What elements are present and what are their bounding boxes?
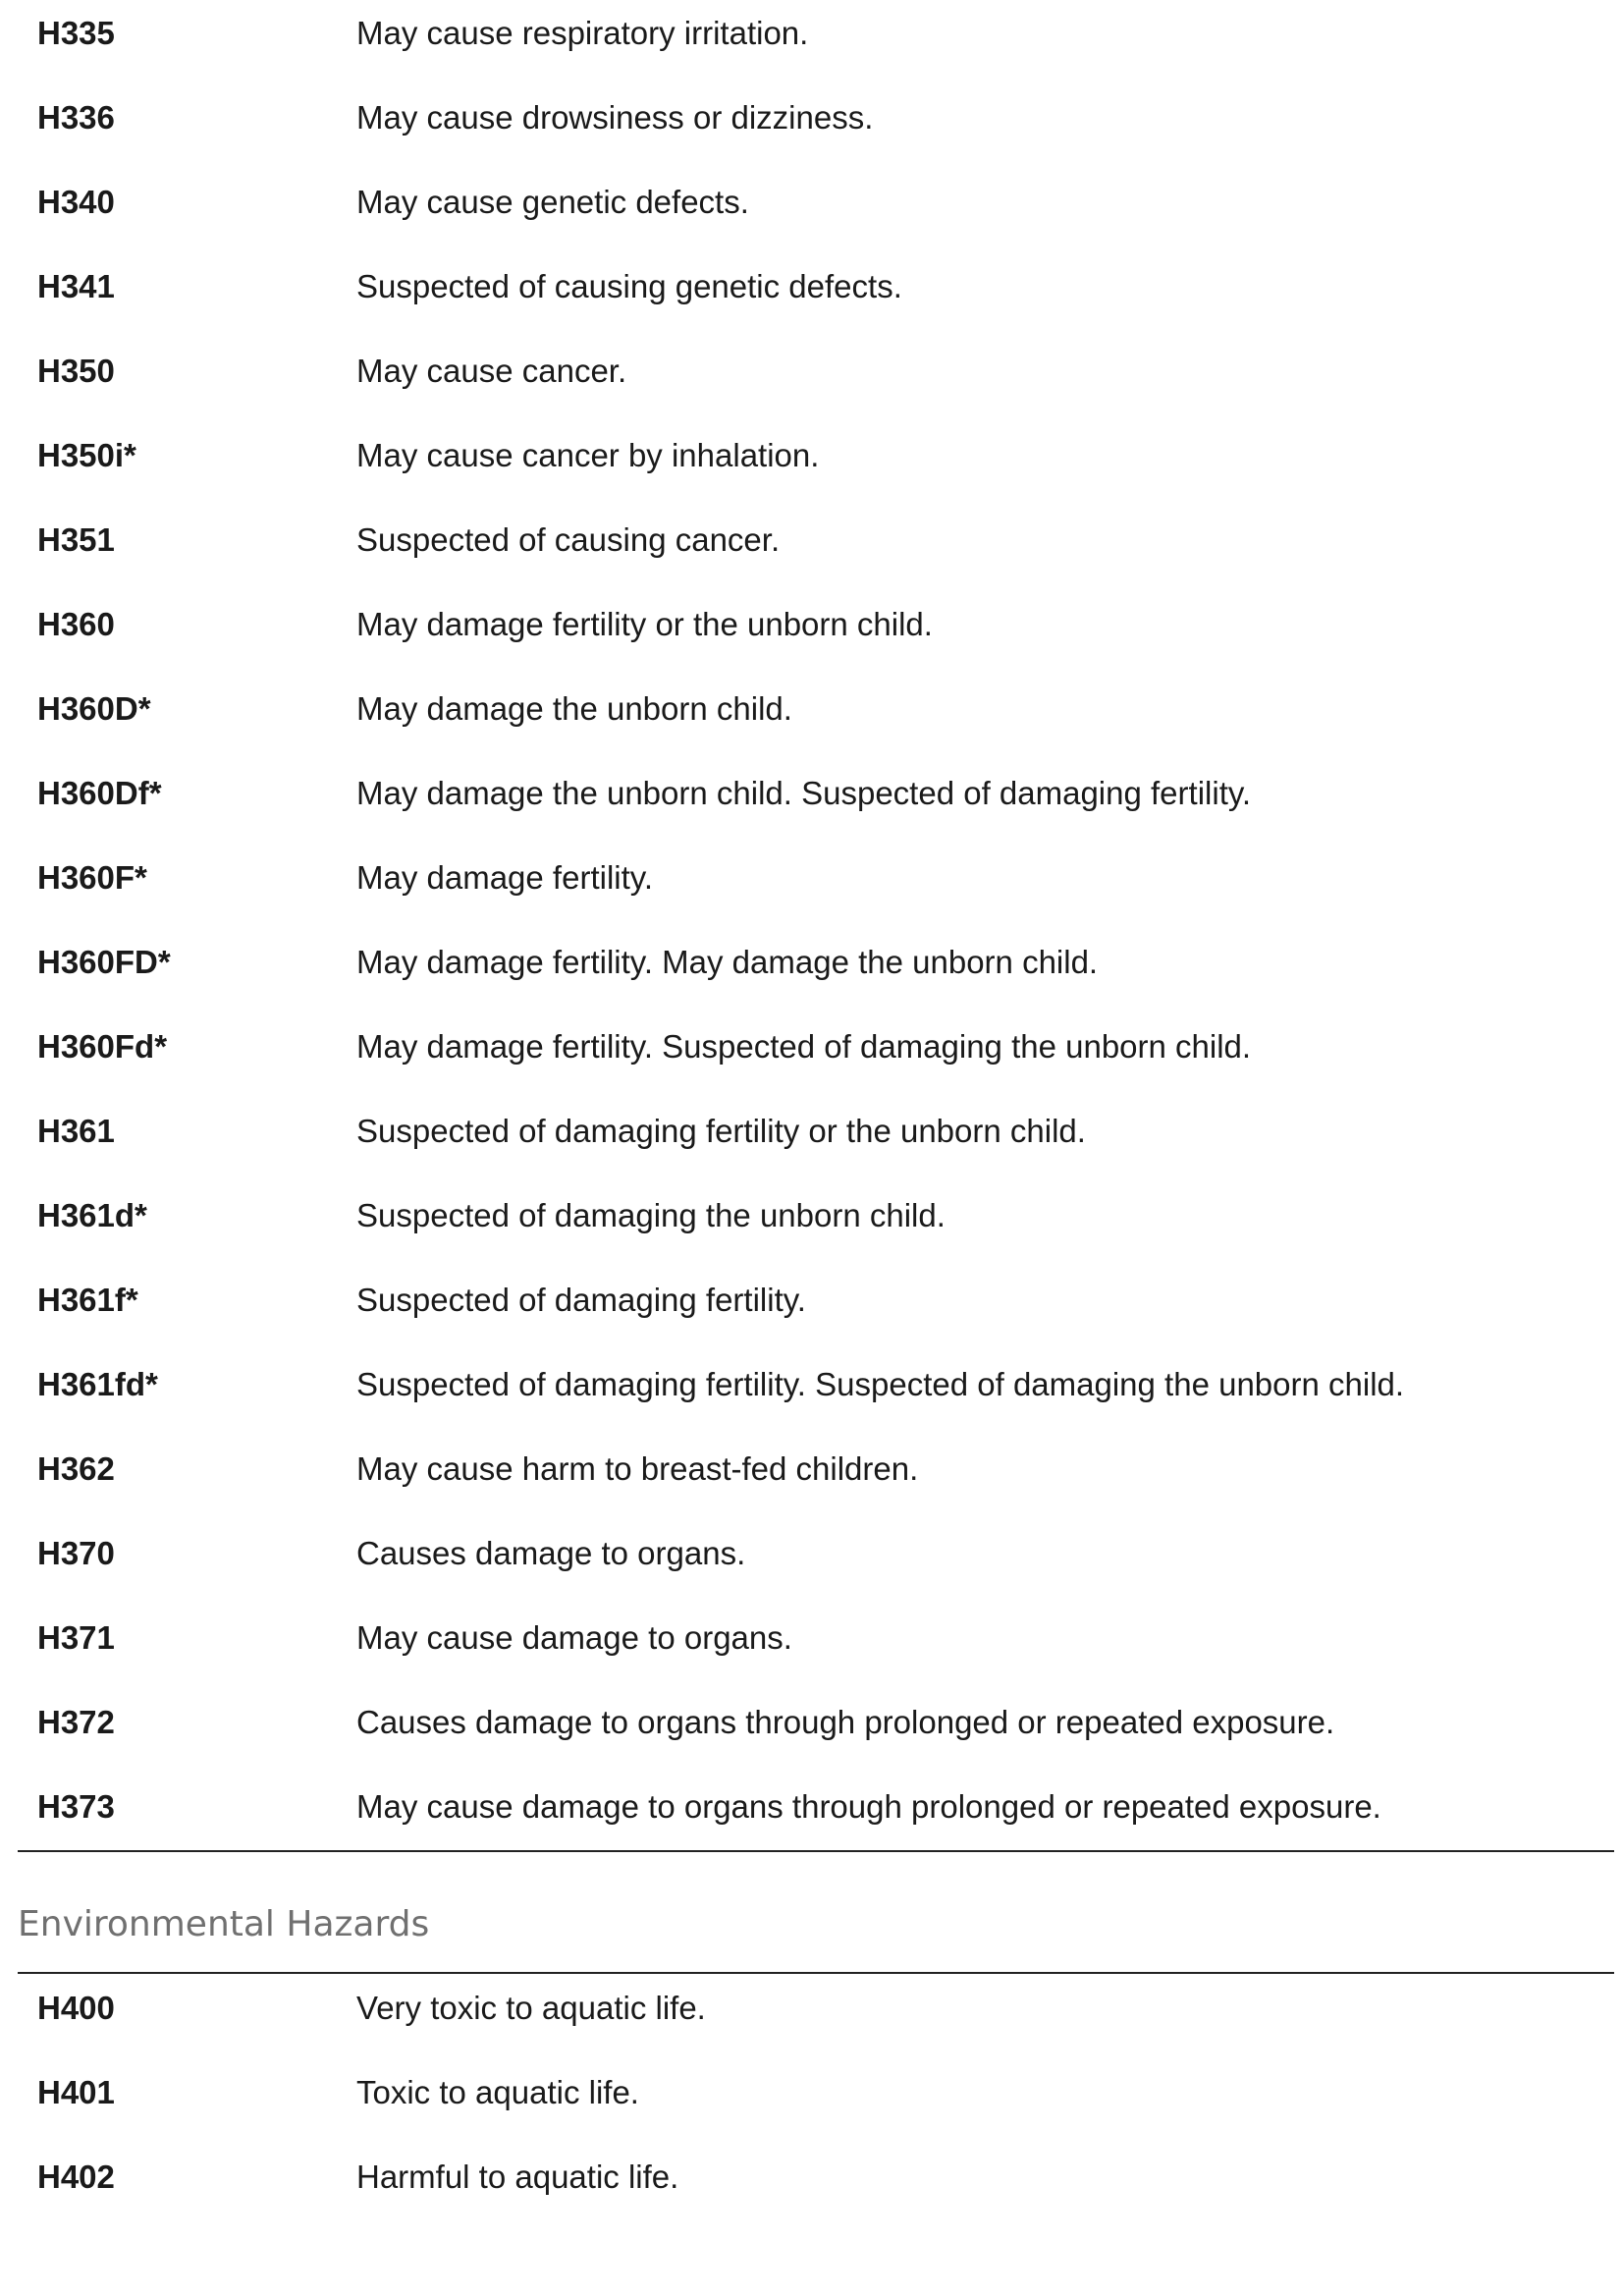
hazard-description: Toxic to aquatic life. — [356, 2074, 639, 2110]
hazard-code: H370 — [37, 1535, 115, 1571]
hazard-code: H360Fd* — [37, 1028, 168, 1065]
hazard-code: H360FD* — [37, 944, 171, 980]
table-row — [18, 2144, 1614, 2228]
section-heading: Environmental Hazards — [18, 1904, 430, 1944]
table-row — [18, 1351, 1614, 1436]
hazard-code: H361f* — [37, 1282, 138, 1318]
hazard-description: Suspected of damaging fertility. Suspected of damaging the unborn child. — [356, 1366, 1405, 1402]
hazard-code: H400 — [37, 1990, 115, 2026]
table-row — [18, 169, 1614, 253]
table-row — [18, 1520, 1614, 1605]
hazard-description: May damage fertility. — [356, 859, 653, 896]
hazard-code: H362 — [37, 1450, 115, 1487]
table-divider — [18, 1850, 1614, 1852]
table-row — [18, 591, 1614, 676]
table-row — [18, 1605, 1614, 1689]
hazard-description: Suspected of causing cancer. — [356, 521, 781, 558]
table-row — [18, 1975, 1614, 2059]
hazard-description: May damage the unborn child. — [356, 690, 792, 727]
hazard-description: Suspected of causing genetic defects. — [356, 268, 902, 304]
table-row — [18, 760, 1614, 845]
hazard-description: Causes damage to organs through prolonged or repeated exposure. — [356, 1704, 1335, 1740]
hazard-description: May cause harm to breast-fed children. — [356, 1450, 919, 1487]
hazard-description: Harmful to aquatic life. — [356, 2159, 679, 2195]
hazard-code: H351 — [37, 521, 115, 558]
hazard-description: Causes damage to organs. — [356, 1535, 746, 1571]
table-row — [18, 1098, 1614, 1182]
table-row — [18, 845, 1614, 929]
hazard-code: H361 — [37, 1113, 115, 1149]
hazard-description: May cause cancer by inhalation. — [356, 437, 820, 473]
hazard-code: H372 — [37, 1704, 115, 1740]
environmental-hazards-table — [18, 1975, 1614, 2228]
table-row — [18, 1689, 1614, 1774]
hazard-code: H401 — [37, 2074, 115, 2110]
hazard-description: Suspected of damaging the unborn child. — [356, 1197, 946, 1233]
hazard-description: May damage fertility or the unborn child. — [356, 606, 933, 642]
table-row — [18, 0, 1614, 84]
hazard-description: May damage the unborn child. Suspected of damaging fertility. — [356, 775, 1252, 811]
table-row — [18, 1013, 1614, 1098]
table-row — [18, 2059, 1614, 2144]
hazard-code: H373 — [37, 1788, 115, 1825]
hazard-code: H361fd* — [37, 1366, 158, 1402]
table-row — [18, 1436, 1614, 1520]
table-row — [18, 507, 1614, 591]
hazard-description: May damage fertility. Suspected of damaging the unborn child. — [356, 1028, 1252, 1065]
table-row — [18, 422, 1614, 507]
hazard-description: Very toxic to aquatic life. — [356, 1990, 706, 2026]
hazard-code: H360 — [37, 606, 115, 642]
hazard-code: H360D* — [37, 690, 151, 727]
table-row — [18, 1267, 1614, 1351]
table-row — [18, 676, 1614, 760]
hazard-description: Suspected of damaging fertility or the unborn child. — [356, 1113, 1086, 1149]
table-row — [18, 338, 1614, 422]
hazard-code: H350 — [37, 353, 115, 389]
hazard-description: May cause drowsiness or dizziness. — [356, 99, 874, 136]
hazard-code: H402 — [37, 2159, 115, 2195]
hazard-code: H335 — [37, 15, 115, 51]
table-row — [18, 929, 1614, 1013]
table-row — [18, 1182, 1614, 1267]
hazard-description: May cause respiratory irritation. — [356, 15, 809, 51]
hazard-description: May damage fertility. May damage the unborn child. — [356, 944, 1099, 980]
hazard-description: May cause damage to organs through prolonged or repeated exposure. — [356, 1788, 1381, 1825]
hazard-code: H350i* — [37, 437, 136, 473]
hazard-code: H336 — [37, 99, 115, 136]
table-row — [18, 253, 1614, 338]
hazard-code: H340 — [37, 184, 115, 220]
hazard-code: H341 — [37, 268, 115, 304]
table-row — [18, 84, 1614, 169]
hazard-code: H371 — [37, 1619, 115, 1656]
hazard-code: H360Df* — [37, 775, 162, 811]
hazard-code: H361d* — [37, 1197, 147, 1233]
table-divider — [18, 1972, 1614, 1974]
hazard-description: Suspected of damaging fertility. — [356, 1282, 806, 1318]
health-hazards-table — [18, 0, 1614, 1858]
table-row — [18, 1774, 1614, 1858]
hazard-description: May cause damage to organs. — [356, 1619, 792, 1656]
hazard-code: H360F* — [37, 859, 147, 896]
hazard-description: May cause cancer. — [356, 353, 627, 389]
hazard-description: May cause genetic defects. — [356, 184, 749, 220]
